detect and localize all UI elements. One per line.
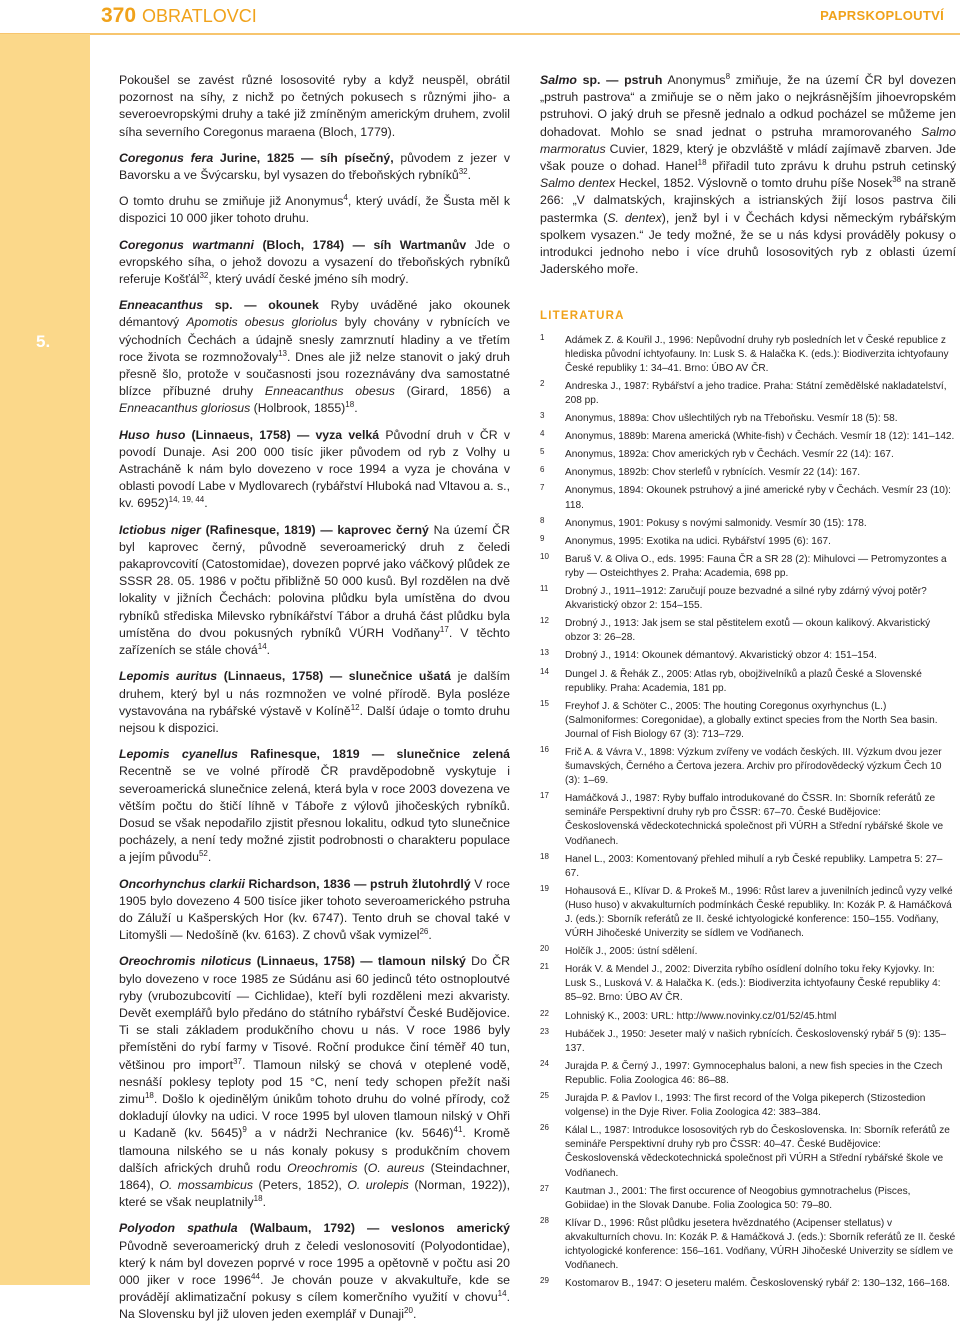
reference-item: [540, 746, 956, 788]
reference-text: Anonymus, 1894: Okounek pstruhový a jiné americké ryby v Čechách. Vesmír 23 (10): 118.: [565, 485, 951, 511]
reference-text: Lohniský K., 2003: URL: http://www.novinky.cz/01/52/45.html: [565, 1010, 837, 1022]
reference-text: Hamáčková J., 1987: Ryby buffalo introdukované do ČSSR. In: Sborník referátů ze semináře Perspektivní druhy ryb pro ČSSR: 67–70. České Budějovice: Československá vědeckotechnická společnost při VÚRH a Střední rybářské škole ve Vodňanech.: [565, 793, 944, 847]
reference-item: [540, 649, 956, 663]
reference-item: [540, 1092, 956, 1120]
entry-lepomis-cyanellus: Lepomis cyanellus Rafinesque, 1819 — slunečnice zelená Recentně se ve volné přírodě ČR pravděpodobně vyskytuje i severoamerická slunečnice zelená, která byla v roce 2003 dovezena ve větším počtu do štičí líhně v Táboře z výlovů jihočeských rybníků. Dosud se však nepodařilo zjistit přesnou lokalitu, odkud tyto slunečnice pocházely, a není tedy možné zjistit podrobnosti o charakteru populace a jejím původu$^{52}$.: [119, 747, 511, 865]
reference-text: Jurajda P. & Černý J., 1997: Gymnocephalus baloni, a new fish species in the Czech Republic. Folia Zoologica 46: 86–88.: [565, 1060, 943, 1086]
reference-number: 2: [540, 378, 545, 388]
entry-oreochromis-niloticus: Oreochromis niloticus (Linnaeus, 1758) — tlamoun nilský Do ČR bylo dovezeno v roce 1985 ze Súdánu asi 60 jedinců této ostnoploutvé ryby (vrubozubcovití — Cichlidae), kteří byli rozděleni mezi akvaristy. Devět exemplářů bylo předáno do státního rybářství České Budějovice. Ti se stali základem produkčního chovu u nás. V roce 1986 byly přemístěni do rybí farmy v Tisové. Roční produkce činí téměř 40 tun, většinou pro import$^{37}$. Tlamoun nilský se chová v oteplené vodě, nesnáší poklesy teploty pod 15 °C, není tedy schopen přežít naši zimu$^{18}$. Došlo k ojedinělým únikům tohoto druhu do volné přírody, což dokladují úlovky na udici. V roce 1995 byl uloven tlamoun nilský v Ohři u Kadaně (kv. 5645)$^9$ a v nádrži Nechranice (kv. 5646)$^{41}$. Kromě tlamouna nilského se u nás konaly pokusy s produkčním chovem dalších afrických druhů rodu Oreochromis (O. aureus (Steindachner, 1864), O. mossambicus (Peters, 1852), O. urolepis (Norman, 1922)), které se však neuplatnily$^{18}$.: [119, 954, 510, 1210]
paragraph-anonymus: O tomto druhu se zmiňuje již Anonymus$^4$, který uvádí, že Šusta měl k dispozici 10 000 jiker tohoto druhu.: [119, 193, 510, 226]
reference-item: [540, 700, 956, 742]
reference-item: [540, 668, 956, 696]
reference-text: Klívar D., 1996: Růst plůdku jesetera hvězdnatého (Acipenser stellatus) v akvakulturních chovu. In: Kozák P. & Hamáčková J. (eds.): Sborník referátů ze II. české ichtyologické konference: 156–161. Vodňany, VÚRH Jihočeské Univerzity se sídlem ve Vodňanech.: [565, 1217, 956, 1272]
reference-item: [540, 380, 956, 408]
reference-number: 25: [540, 1091, 549, 1101]
reference-item: [540, 535, 956, 549]
reference-number: 24: [540, 1058, 549, 1068]
reference-text: Kostomarov B., 1947: O jeseteru malém. Československý rybář 2: 130–132, 166–168.: [565, 1278, 950, 1290]
reference-item: [540, 448, 956, 462]
reference-item: [540, 792, 956, 848]
reference-text: Freyhof J. & Schöter C., 2005: The houting Coregonus oxyrhynchus (L.) (Salmoniformes: Coregonidae), a globally extinct species from the North Sea basin. Journal of Fish Biology 67 (3): 713–729.: [565, 700, 938, 740]
entry-polyodon-spathula: Polyodon spathula (Walbaum, 1792) — veslonos americký Původně severoamerický druh z čeledi veslonosovití (Polyodontidae), který k nám byl dovezen poprvé v roce 1995 a opětovně v počtu asi 20 000 jiker v roce 1996$^{44}$. Je chován pouze v akvakultuře, kde se provádějí aklimatizační pokusy s cílem komerčního využití v chovu$^{14}$. Na Slovensku byl již uloven jeden exemplář v Dunaji$^{20}$.: [119, 1221, 510, 1322]
reference-item: [540, 617, 956, 645]
reference-number: 26: [540, 1123, 549, 1133]
reference-text: Kautman J., 2001: The first occurence of Neogobius gymnotrachelus (Pisces, Gobiidae) in the Slovak Danube. Folia Zoologica 50: 79–80.: [565, 1185, 911, 1211]
reference-number: 16: [540, 744, 549, 754]
reference-number: 4: [540, 429, 545, 439]
entry-ictiobus-niger: Ictiobus niger (Rafinesque, 1819) — kaprovec černý Na území ČR byl kaprovec černý, původně severoamerický druh z čeledi pakaprovcovití (Catostomidae), dovezen poprvé jako váčkový plůdek ze SSSR 28. 05. 1986 v počtu přibližně 50 000 kusů. Byl rozdělen na dvě lokality v jižních Čechách: polovina plůdku byla umístěna do dvou rybníků střediska Milevsko rybníkářství Tábor a druhá část plůdku byla umístěna do dvou pokusných rybníků VÚRH Vodňany$^{17}$. V těchto zařízeních se stále chová$^{14}$.: [119, 522, 511, 658]
entry-coregonus-fera: Coregonus fera Jurine, 1825 — síh písečný, původem z jezer v Bavorsku a ve Švýcarsku, byl vysazen do třeboňských rybníků$^{32}$.: [119, 150, 510, 183]
reference-item: [540, 553, 956, 581]
entry-enneacanthus: Enneacanthus sp. — okounek Ryby uváděné jako okounek démantový Apomotis obesus gloriolus byly chovány v rybnících ve východních Čechách a údajně snesly zamrznutí hladiny a ve třetím roce života se rozmnožovaly$^{13}$. Dnes ale již nelze stanovit o jaký druh přesně šlo, protože v současnosti jsou rozeznávány dva samostatné blízce příbuzné druhy Enneacanthus obesus (Girard, 1856) a Enneacanthus gloriosus (Holbrook, 1855)$^{18}$.: [119, 298, 511, 416]
reference-item: [540, 334, 956, 376]
reference-text: Horák V. & Mendel J., 2002: Diverzita rybího osídlení dolního toku řeky Kyjovky. In: Lusk S., Lusková V. & Halačka K. (eds.): Biodiverzita ichtyofauny České republiky 4: 85–92. Brno: ÚBO AV ČR.: [565, 964, 941, 1004]
reference-text: Hubáček J., 1950: Jeseter malý v našich rybnících. Československý rybář 5 (9): 135–137.: [565, 1028, 946, 1054]
reference-item: [540, 517, 956, 531]
entry-salmo-sp: Salmo sp. — pstruh Anonymus$^8$ zmiňuje, že na území ČR byl dovezen „pstruh pastrova“ a zmiňuje se o něm jako o nejkrásnějším jihoevropském pstruhovi. O jaký druh se přesně jednalo a odkud pocházel se můžeme jen dohadovat. Mohlo se snad jednat o pstruha mramorovaného Salmo marmoratus Cuvier, 1829, který je obzvláště v mládí zajímavě zbarven. Jde však pouze o dohad. Hanel$^{18}$ přiřadil tuto zprávu k druhu pstruh cetinský Salmo dentex Heckel, 1852. Výslovně o tomto druhu píše Nosek$^{38}$ na straně 266: „V dalmatských, krajinských a istrianských žijí losos pastrva čili pastermka (S. dentex), jenž byl i v Čechách kdysi německým rybářským spolkem vysazen.“ Je tedy možné, že se u nás kdysi prováděly pokusy o introdukci jednoho nebo i více druhů lososovitých ryb z oblasti území Jaderského moře.: [540, 71, 957, 277]
reference-number: 8: [540, 515, 545, 525]
right-column: [540, 72, 956, 1295]
reference-text: Drobný J., 1913: Jak jsem se stal pěstitelem exotů — okoun kalikový. Akvaristický obzor 3: 26–28.: [565, 618, 931, 644]
reference-text: Dungel J. & Řehák Z., 2005: Atlas ryb, obojživelníků a plazů České a Slovenské republiky. Praha: Academia, 181 pp.: [565, 668, 922, 694]
reference-item: [540, 430, 956, 444]
reference-item: [540, 1060, 956, 1088]
reference-number: 12: [540, 616, 549, 626]
reference-number: 17: [540, 791, 549, 801]
reference-item: [540, 945, 956, 959]
reference-number: 13: [540, 648, 549, 658]
reference-text: Hanel L., 2003: Komentovaný přehled mihulí a ryb České republiky. Lampetra 5: 27–67.: [565, 853, 943, 879]
reference-number: 23: [540, 1026, 549, 1036]
reference-text: Andreska J., 1987: Rybářství a jeho tradice. Praha: Státní zemědělské nakladatelství, 208 pp.: [565, 380, 947, 407]
reference-list: [540, 334, 956, 1292]
reference-number: 14: [540, 666, 549, 676]
reference-item: [540, 885, 956, 941]
reference-text: Hohausová E., Klívar D. & Prokeš M., 1996: Růst larev a juvenilních jedinců vyzy velké (Huso huso) v akvakulturních podmínkách České republiky. In: Kozák P. & Hamáčková J. (eds.): Sborník referátů ze II. české ichtyologické konference: 150–155. Vodňany, VÚRH Jihočeské Univerzity se sídlem ve Vodňanech.: [565, 885, 953, 940]
reference-number: 6: [540, 465, 545, 475]
entry-coregonus-wartmanni: Coregonus wartmanni (Bloch, 1784) — síh Wartmanův Jde o evropského síha, o jehož dovozu a vysazení do třeboňských rybníků referuje Košťál$^{32}$, který uvádí české jméno síh modrý.: [119, 237, 510, 287]
entry-lepomis-auritus: Lepomis auritus (Linnaeus, 1758) — slunečnice ušatá je dalším druhem, který byl u nás rozmnožen ve volné přírodě. Byla posléze vystavována na rybářské výstavě v Kolíně$^{12}$. Další údaje o tomto druhu nejsou k dispozici.: [119, 669, 510, 735]
reference-item: [540, 1010, 956, 1024]
reference-item: [540, 585, 956, 613]
reference-text: Anonymus, 1892b: Chov sterlefů v rybnících. Vesmír 22 (14): 167.: [565, 467, 861, 479]
chapter-side-tab: [0, 34, 90, 1285]
section-title-right: PAPRSKOPLOUTVÍ: [820, 8, 944, 23]
reference-text: Drobný J., 1914: Okounek démantový. Akvaristický obzor 4: 151–154.: [565, 650, 877, 662]
reference-number: 28: [540, 1215, 549, 1225]
entry-huso-huso: Huso huso (Linnaeus, 1758) — vyza velká Původní druh v ČR v povodí Dunaje. Asi 200 000 tisíc jiker původem od ryb z Volhy u Astracháně k nám bylo dovezeno v roce 1994 a vyza je chována v oblasti povodí Labe v Mydlovarech (rybářství Hluboká nad Vltavou a. s., kv. 6952)$^{14, 19, 44}$.: [119, 427, 510, 511]
left-column: [119, 72, 510, 1333]
reference-item: [540, 1028, 956, 1056]
reference-item: [540, 963, 956, 1005]
reference-number: 11: [540, 584, 549, 594]
reference-number: 7: [540, 483, 545, 493]
page-number: 370: [101, 4, 137, 27]
reference-item: [540, 412, 956, 426]
reference-item: [540, 1185, 956, 1213]
reference-item: [540, 484, 956, 512]
reference-text: Anonymus, 1889b: Marena americká (White-fish) v Čechách. Vesmír 18 (12): 141–142.: [565, 431, 955, 443]
reference-item: [540, 1217, 956, 1273]
reference-text: Anonymus, 1901: Pokusy s novými salmonidy. Vesmír 30 (15): 178.: [565, 517, 867, 529]
reference-text: Frič A. & Vávra V., 1898: Výzkum zvířeny ve vodách českých. III. Výzkum dvou jezer šumavských, Černého a Čertova jezera. Archiv pro přírodovědecký výzkum Čech 10 (3): 1–69.: [565, 746, 942, 787]
section-title-left: OBRATLOVCI: [142, 6, 257, 26]
reference-item: [540, 466, 956, 480]
reference-number: 1: [540, 332, 545, 342]
reference-number: 21: [540, 962, 549, 972]
reference-number: 5: [540, 447, 545, 457]
reference-text: Anonymus, 1889a: Chov ušlechtilých ryb na Třeboňsku. Vesmír 18 (5): 58.: [565, 413, 898, 425]
reference-number: 3: [540, 411, 545, 421]
reference-text: Drobný J., 1911–1912: Zaručují pouze bezvadné a silné ryby zdárný vývoj potěr? Akvaristický obzor 2: 154–155.: [565, 586, 927, 612]
reference-text: Anonymus, 1995: Exotika na udici. Rybářství 1995 (6): 167.: [565, 535, 831, 547]
reference-item: [540, 1277, 956, 1291]
reference-item: [540, 853, 956, 881]
reference-text: Anonymus, 1892a: Chov amerických ryb v Čechách. Vesmír 22 (14): 167.: [565, 449, 894, 461]
reference-text: Holčík J., 2005: ústní sdělení.: [565, 946, 698, 958]
chapter-number: 5.: [36, 332, 51, 351]
reference-item: [540, 1124, 956, 1180]
reference-number: 9: [540, 533, 545, 543]
reference-text: Adámek Z. & Kouřil J., 1996: Nepůvodní druhy ryb posledních let v České republice z hlediska původní ichtyofauny. In: Lusk S. & Halačka K. (eds.): Biodiverzita ichtyofauny České republiky 1: 34–41. Brno: ÚBO AV ČR.: [565, 334, 949, 374]
reference-number: 19: [540, 883, 549, 893]
reference-number: 20: [540, 944, 549, 954]
reference-number: 15: [540, 698, 549, 708]
paragraph-intro: Pokoušel se zavést různé lososovité ryby a když neuspěl, obrátil pozornost na síhy, z nichž po četných pokusech s různými jiho- a severoevropskými druhy a také již zmíněným americkým druhem, zvolil síha severního Coregonus maraena (Bloch, 1779).: [119, 73, 510, 139]
header-rule: [0, 33, 960, 35]
entry-oncorhynchus-clarkii: Oncorhynchus clarkii Richardson, 1836 — pstruh žlutohrdlý V roce 1905 bylo dovezeno 4 500 tisíce jiker tohoto severoamerického pstruha do Záluží u Kašperských Hor (kv. 6747). Tento druh se choval také v Litomyšli — Nedošíně (kv. 6163). Z chovů však vymizel$^{26}$.: [119, 876, 510, 943]
reference-number: 29: [540, 1276, 549, 1286]
reference-text: Jurajda P. & Pavlov I., 1993: The first record of the Volga pikeperch (Stizostedion volgense) in the Dyje River. Folia Zoologica 42: 383–384.: [565, 1093, 926, 1119]
header-left: [101, 4, 257, 28]
literature-heading: LITERATURA: [540, 310, 625, 323]
reference-number: 27: [540, 1183, 549, 1193]
reference-text: Kálal L., 1987: Introdukce lososovitých ryb do Československa. In: Sborník referátů ze semináře Perspektivní druhy ryb pro ČSSR: 40–47. České Budějovice: Československá vědeckotechnická společnost při VÚRH a Střední rybářské škole ve Vodňanech.: [565, 1125, 950, 1179]
reference-number: 18: [540, 851, 549, 861]
reference-text: Baruš V. & Oliva O., eds. 1995: Fauna ČR a SR 28 (2): Mihulovci — Petromyzontes a ryby — Osteichthyes 2. Praha: Academia, 698 pp.: [565, 553, 947, 579]
reference-number: 10: [540, 551, 549, 561]
page-header: [0, 0, 960, 34]
reference-number: 22: [540, 1008, 549, 1018]
